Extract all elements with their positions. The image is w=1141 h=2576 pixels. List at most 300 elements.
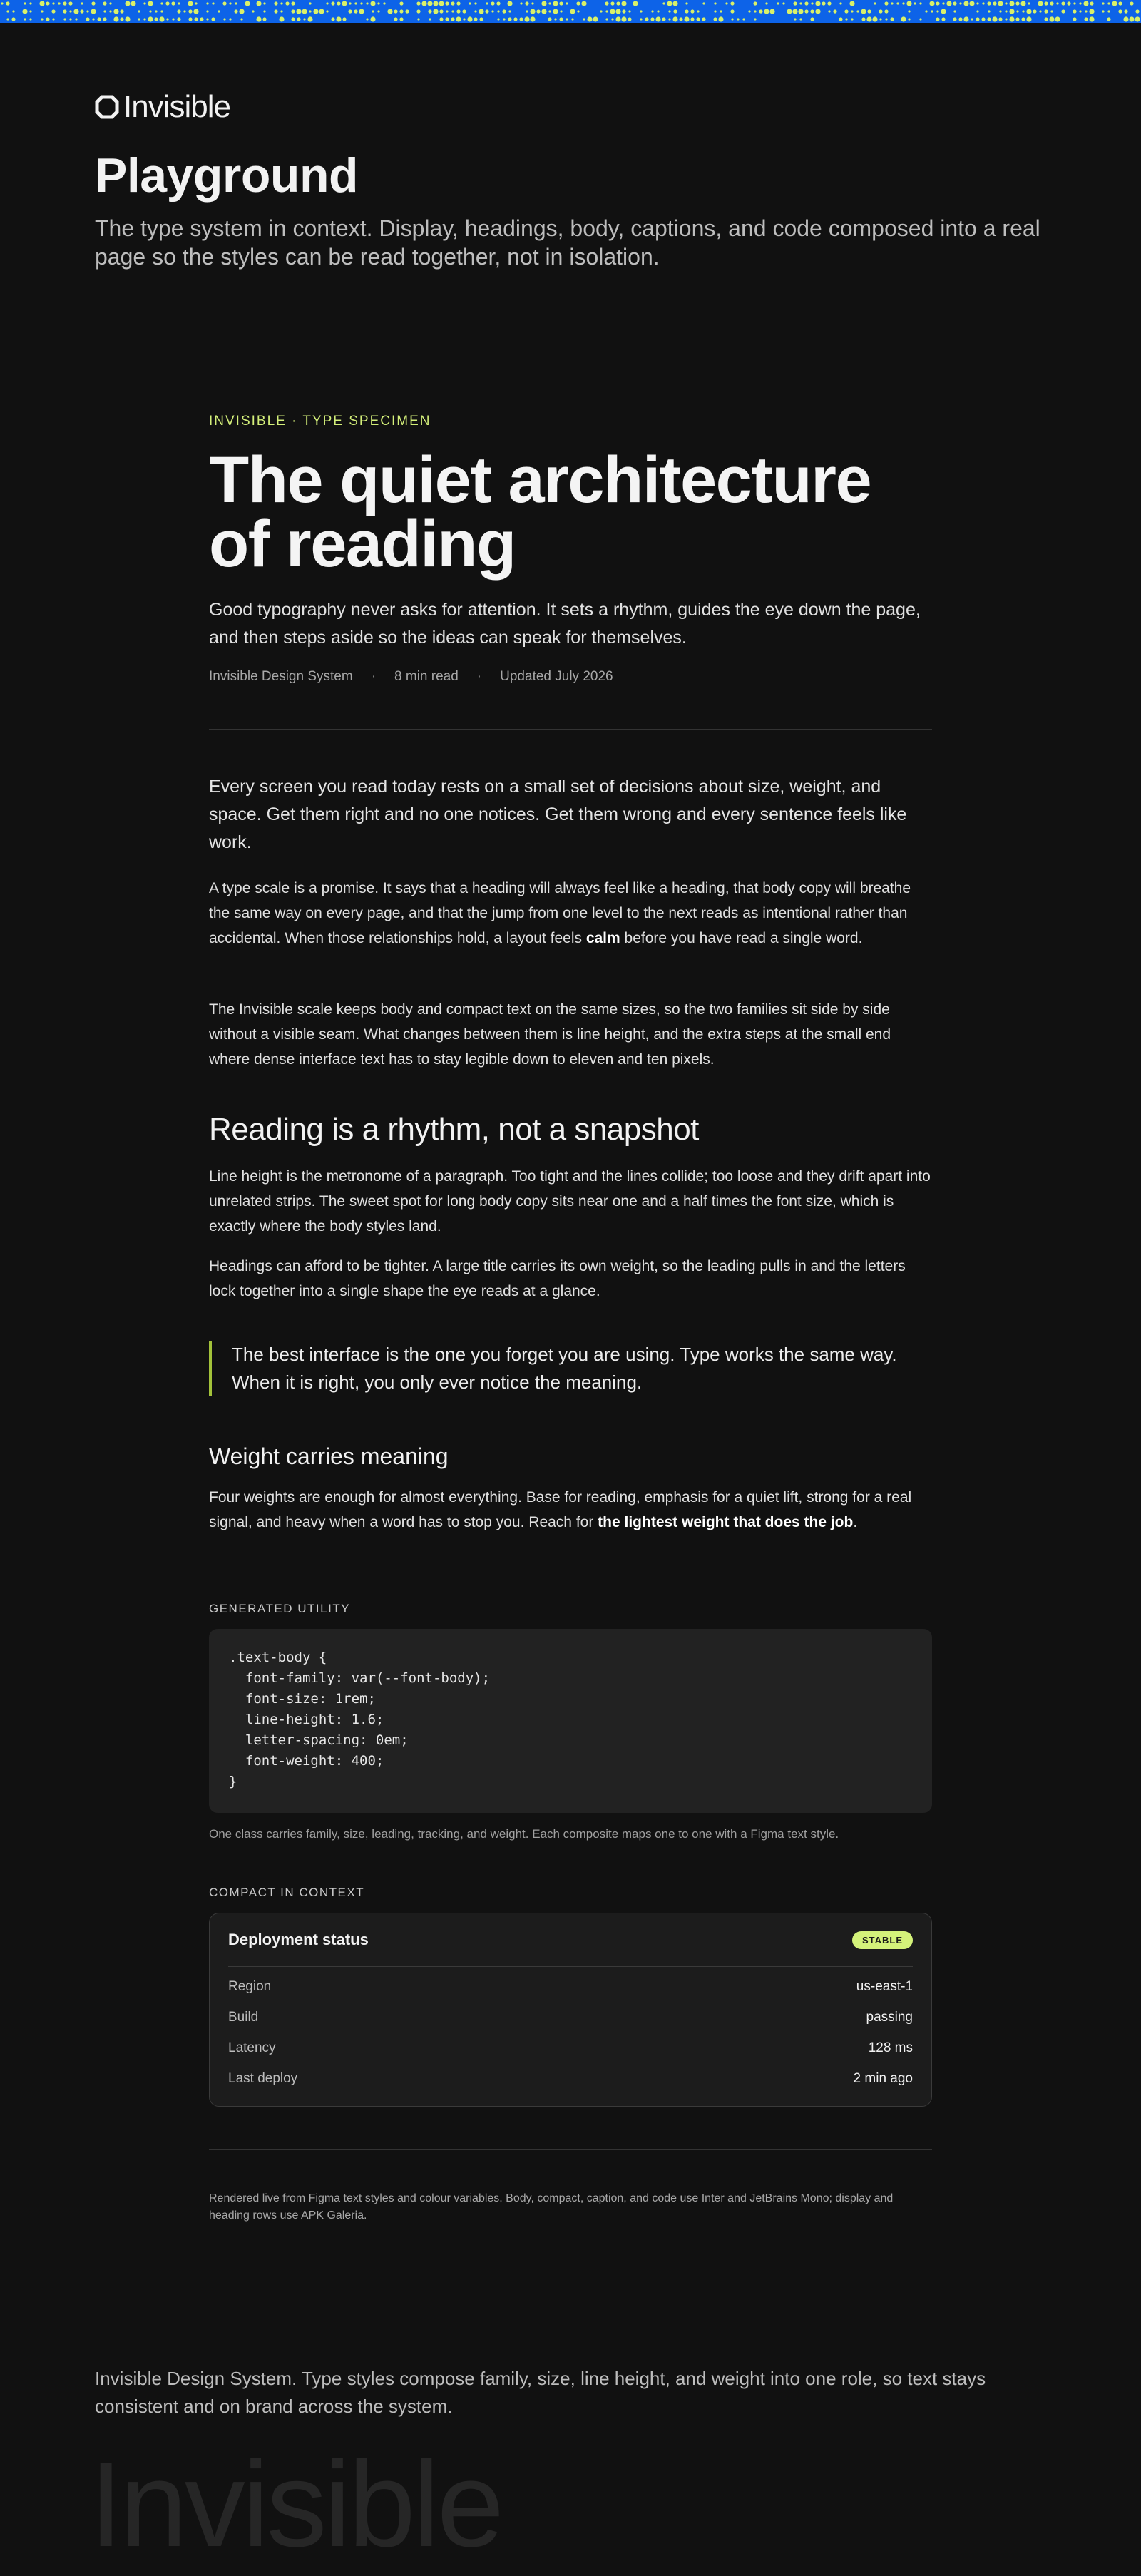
pattern-dot — [861, 9, 866, 14]
lead-paragraph: Every screen you read today rests on a small set of decisions about size, weight, and space. Get them right and no one notices. Get them wrong and every sentence feels like work. — [209, 777, 907, 852]
pattern-dot — [451, 1, 454, 5]
pattern-dot — [794, 18, 796, 20]
pattern-dot — [39, 1, 44, 6]
pattern-dot — [297, 17, 300, 21]
pattern-dot — [1085, 10, 1087, 12]
emphasis-text: the lightest weight that does the job — [598, 1514, 854, 1530]
row-value: 128 ms — [868, 2040, 913, 2055]
pattern-dot — [399, 1, 403, 5]
pattern-dot — [901, 16, 906, 21]
pattern-dot — [759, 9, 762, 13]
pattern-dot — [372, 10, 374, 12]
pattern-dot — [474, 10, 476, 12]
pattern-dot — [427, 1, 432, 6]
pattern-dot — [655, 16, 660, 21]
pattern-dot — [696, 17, 700, 21]
pattern-dot — [799, 2, 802, 4]
pattern-dot — [998, 17, 1002, 21]
pattern-dot — [439, 17, 443, 21]
pattern-dot — [41, 18, 43, 20]
pattern-dot — [931, 10, 933, 12]
pattern-dot — [798, 9, 803, 14]
pattern-dot — [1073, 2, 1075, 4]
pattern-dot — [804, 1, 808, 5]
logo-mark-icon — [95, 95, 119, 119]
pattern-dot — [1009, 16, 1014, 21]
pattern-dot — [307, 16, 312, 21]
pattern-dot — [958, 17, 962, 21]
pattern-dot — [577, 10, 579, 12]
pattern-dot — [856, 10, 859, 12]
pattern-dot — [685, 9, 688, 13]
pattern-dot — [359, 9, 364, 14]
pattern-dot — [936, 1, 939, 5]
pattern-dot — [143, 2, 145, 4]
pattern-dot — [963, 1, 968, 6]
row-key: Latency — [228, 2040, 276, 2055]
pattern-dot — [194, 17, 198, 21]
pattern-dot — [348, 9, 352, 13]
pattern-dot — [890, 17, 894, 21]
pattern-dot — [1049, 16, 1054, 21]
pattern-dot — [188, 1, 193, 6]
pattern-dot — [91, 1, 95, 5]
pattern-dot — [6, 18, 9, 20]
pattern-dot — [953, 17, 956, 21]
pattern-dot — [1067, 1, 1070, 5]
pattern-dot — [429, 18, 431, 20]
pattern-dot — [97, 17, 101, 21]
pattern-dot — [896, 2, 899, 4]
pattern-dot — [331, 1, 334, 5]
pattern-dot — [416, 1, 420, 5]
pattern-dot — [456, 16, 461, 21]
pattern-dot — [319, 9, 324, 14]
pattern-dot — [263, 10, 265, 12]
pattern-dot — [239, 9, 244, 14]
pattern-dot — [919, 2, 921, 4]
pattern-dot — [902, 2, 904, 4]
pattern-dot — [24, 2, 26, 4]
pattern-dot — [428, 9, 431, 13]
pattern-dot — [971, 18, 973, 20]
pattern-dot — [125, 1, 130, 6]
pattern-dot — [851, 18, 853, 20]
pattern-dot — [497, 10, 499, 12]
pattern-dot — [86, 17, 89, 21]
pattern-dot — [605, 10, 608, 12]
pattern-dot — [787, 9, 792, 14]
pattern-dot — [68, 1, 72, 5]
pattern-dot — [731, 18, 733, 20]
pattern-dot — [718, 16, 723, 21]
pattern-dot — [491, 1, 494, 5]
pattern-dot — [188, 9, 192, 13]
card-rows — [228, 1967, 913, 2094]
pattern-dot — [884, 9, 888, 13]
body-paragraph — [209, 1485, 932, 1535]
pattern-dot — [879, 9, 882, 13]
pattern-dot — [1107, 10, 1110, 12]
pattern-dot — [69, 18, 71, 20]
pattern-dot — [1079, 10, 1081, 12]
pattern-dot — [326, 10, 328, 12]
pattern-dot — [245, 1, 250, 6]
code-caption: One class carries family, size, leading, tracking, and weight. Each composite maps one to one with a Figma text style. — [209, 1827, 839, 1841]
pattern-dot — [370, 1, 375, 6]
article-eyebrow: INVISIBLE · TYPE SPECIMEN — [209, 414, 431, 429]
pattern-dot — [769, 9, 774, 14]
pattern-dot — [1009, 9, 1014, 14]
pattern-dot — [166, 18, 168, 20]
pattern-dot — [280, 2, 282, 4]
pattern-dot — [63, 1, 66, 5]
pattern-dot — [421, 1, 426, 6]
pattern-dot — [1061, 9, 1065, 13]
pattern-dot — [1038, 1, 1043, 6]
pattern-dot — [451, 17, 454, 21]
pattern-dot — [839, 17, 842, 21]
pattern-dot — [583, 18, 585, 20]
pattern-dot — [919, 18, 921, 20]
pattern-dot — [366, 18, 368, 20]
pattern-dot — [349, 2, 351, 4]
pattern-dot — [872, 16, 877, 21]
pattern-dot — [1015, 17, 1019, 21]
pattern-dot — [513, 17, 517, 21]
pattern-dot — [496, 1, 500, 5]
pattern-dot — [566, 18, 568, 20]
pattern-dot — [999, 10, 1001, 12]
pattern-dot — [1044, 9, 1048, 13]
compact-label: COMPACT IN CONTEXT — [209, 1886, 365, 1899]
pattern-dot — [486, 2, 488, 4]
pattern-dot — [446, 10, 448, 12]
pattern-dot — [662, 2, 665, 4]
pattern-dot — [526, 10, 528, 12]
pattern-dot — [702, 2, 705, 4]
pattern-dot — [479, 9, 483, 14]
pattern-dot — [6, 10, 9, 12]
pattern-dot — [566, 2, 568, 4]
pattern-dot — [849, 1, 854, 6]
pattern-dot — [633, 1, 638, 6]
pattern-dot — [560, 10, 562, 12]
pattern-dot — [342, 1, 347, 6]
pattern-dot — [80, 9, 83, 13]
pattern-dot — [782, 2, 784, 4]
pattern-dot — [1005, 18, 1007, 20]
pattern-dot — [103, 17, 106, 21]
pattern-dot — [628, 17, 631, 21]
body-paragraph: Headings can afford to be tighter. A large title carries its own weight, so the leading pulls in and the letters lock together into a single shape the eye reads at a glance. — [209, 1258, 906, 1299]
pattern-dot — [148, 16, 153, 21]
pattern-dot — [992, 16, 997, 21]
logo[interactable] — [95, 91, 230, 123]
code-label: GENERATED UTILITY — [209, 1602, 351, 1615]
pattern-dot — [337, 1, 340, 5]
pattern-dot — [229, 18, 231, 20]
pattern-dot — [622, 9, 625, 13]
pattern-dot — [536, 9, 540, 13]
pattern-dot — [223, 18, 225, 20]
pattern-dot — [959, 2, 961, 4]
pattern-dot — [193, 9, 198, 14]
pattern-dot — [754, 10, 756, 12]
pattern-dot — [113, 16, 118, 21]
pattern-dot — [177, 9, 180, 13]
pattern-dot — [46, 1, 49, 5]
pattern-dot — [206, 18, 208, 20]
meta-read-time: 8 min read — [394, 669, 459, 684]
pattern-dot — [211, 17, 215, 21]
pattern-dot — [240, 18, 242, 20]
pattern-dot — [508, 10, 511, 12]
pattern-dot — [553, 1, 558, 6]
pattern-dot — [73, 9, 78, 14]
pattern-dot — [29, 2, 31, 4]
pattern-dot — [92, 18, 94, 20]
pattern-dot — [942, 2, 944, 4]
pattern-dot — [998, 1, 1003, 6]
pattern-dot — [1107, 17, 1110, 21]
pattern-dot — [131, 1, 135, 6]
pattern-dot — [668, 18, 670, 20]
pattern-dot — [953, 10, 956, 12]
pattern-dot — [235, 2, 237, 4]
pattern-dot — [714, 2, 716, 4]
pattern-dot — [171, 1, 175, 5]
pattern-dot — [742, 18, 745, 20]
pattern-dot — [925, 10, 927, 12]
pattern-dot — [502, 9, 506, 13]
pattern-dot — [822, 1, 825, 5]
pattern-dot — [610, 9, 615, 14]
card-row-latency — [228, 2033, 913, 2063]
emphasis-text: calm — [585, 930, 620, 946]
pattern-dot — [616, 1, 620, 5]
pattern-dot — [884, 1, 888, 5]
pattern-dot — [405, 9, 409, 13]
pattern-dot — [811, 2, 813, 4]
pattern-dot — [541, 1, 546, 6]
pattern-dot — [987, 17, 991, 21]
pattern-dot — [370, 16, 375, 21]
status-badge: STABLE — [852, 1931, 913, 1949]
pattern-dot — [445, 17, 449, 21]
pattern-dot — [861, 17, 865, 21]
pattern-dot — [285, 1, 289, 5]
row-key: Build — [228, 2009, 259, 2025]
pattern-dot — [69, 10, 71, 12]
pattern-dot — [296, 9, 301, 14]
pattern-dot — [1021, 17, 1025, 21]
card-header — [228, 1913, 913, 1967]
pattern-dot — [222, 1, 226, 5]
pattern-dot — [256, 16, 261, 21]
pattern-dot — [138, 10, 140, 12]
pattern-dot — [593, 16, 598, 21]
pattern-dot — [474, 17, 477, 21]
pattern-dot — [667, 1, 672, 6]
pattern-dot — [467, 16, 472, 21]
pattern-dot — [177, 17, 180, 21]
pattern-dot — [309, 10, 311, 12]
pattern-dot — [953, 1, 956, 5]
pattern-dot — [548, 10, 551, 12]
pattern-dot — [828, 10, 830, 12]
pattern-dot — [615, 16, 620, 21]
article-title: The quiet architecture of reading — [209, 444, 871, 581]
pattern-dot — [730, 1, 734, 5]
pattern-dot — [497, 18, 499, 20]
pattern-dot — [936, 17, 939, 21]
pattern-dot — [1039, 10, 1041, 12]
pattern-dot — [982, 2, 984, 4]
pattern-dot — [793, 1, 797, 5]
pattern-dot — [804, 9, 808, 13]
pattern-dot — [291, 9, 295, 13]
divider — [209, 2149, 932, 2150]
pattern-dot — [51, 9, 55, 13]
pattern-dot — [279, 16, 284, 21]
pattern-dot — [520, 2, 522, 4]
pattern-dot — [399, 17, 403, 21]
pattern-dot — [291, 17, 295, 21]
pattern-dot — [530, 16, 535, 21]
pattern-dot — [41, 10, 43, 12]
pattern-dot — [1050, 10, 1053, 12]
pattern-dot — [417, 18, 419, 20]
pattern-dot — [1130, 1, 1133, 5]
pattern-dot — [377, 10, 379, 12]
pattern-dot — [810, 9, 814, 13]
meta-author: Invisible Design System — [209, 669, 353, 684]
pattern-dot — [833, 9, 836, 13]
card-row-build — [228, 2002, 913, 2033]
pattern-dot — [891, 2, 893, 4]
pattern-dot — [212, 2, 214, 4]
pattern-dot — [125, 16, 130, 21]
row-value: passing — [866, 2009, 913, 2025]
pattern-dot — [22, 9, 27, 14]
pattern-dot — [640, 18, 642, 20]
pattern-dot — [525, 1, 528, 5]
pattern-dot — [206, 10, 208, 12]
pattern-dot — [810, 17, 814, 21]
article-meta — [209, 669, 613, 685]
pattern-dot — [737, 18, 739, 20]
pattern-dot — [1084, 17, 1088, 21]
pattern-dot — [195, 2, 197, 4]
pattern-dot — [1129, 16, 1134, 21]
pattern-dot — [530, 9, 535, 14]
pattern-dot — [941, 9, 946, 14]
logo-text: Invisible — [123, 89, 230, 124]
pattern-dot — [611, 18, 613, 20]
pattern-dot — [969, 1, 974, 6]
pattern-dot — [1016, 10, 1018, 12]
pattern-dot — [387, 9, 392, 14]
pattern-dot — [469, 2, 471, 4]
text-run: . — [853, 1514, 858, 1530]
pattern-dot — [113, 9, 118, 14]
pattern-dot — [988, 10, 990, 12]
pattern-dot — [463, 18, 465, 20]
pattern-dot — [336, 16, 341, 21]
pattern-dot — [559, 17, 563, 21]
pattern-dot — [1079, 2, 1081, 4]
pattern-dot — [63, 18, 66, 20]
pattern-dot — [445, 1, 449, 5]
pattern-dot — [291, 1, 295, 5]
pattern-dot — [439, 1, 444, 6]
pattern-dot — [571, 18, 573, 20]
pattern-dot — [120, 9, 123, 13]
pattern-dot — [605, 18, 608, 20]
pattern-dot — [63, 9, 66, 13]
pattern-dot — [1118, 1, 1122, 5]
pattern-dot — [433, 9, 438, 14]
pattern-dot — [587, 16, 592, 21]
pattern-dot — [914, 2, 916, 4]
pattern-dot — [154, 17, 158, 21]
footer-text: Invisible Design System. Type styles compose family, size, line height, and weight into one role, so text stays consistent and on brand across the system. — [95, 2368, 986, 2417]
pattern-dot — [815, 1, 820, 6]
pattern-dot — [662, 17, 665, 21]
footnote: Rendered live from Figma text styles and colour variables. Body, compact, caption, and code use Inter and JetBrains Mono; display and heading rows use APK Galeria. — [209, 2192, 894, 2222]
body-paragraph: The Invisible scale keeps body and compact text on the same sizes, so the two families sit side by side without a visible seam. What changes between them is line height, and the extra steps at the small end where dense interface text has to stay legible down to eleven and ten pixels. — [209, 1001, 891, 1068]
pattern-dot — [302, 9, 307, 14]
pattern-dot — [941, 17, 945, 21]
pattern-dot — [394, 9, 397, 13]
pattern-dot — [1020, 1, 1025, 6]
pattern-dot — [576, 1, 580, 5]
pattern-dot — [657, 10, 659, 12]
pattern-dot — [1123, 16, 1128, 21]
pattern-dot — [313, 9, 318, 14]
pattern-dot — [651, 10, 653, 12]
pattern-dot — [262, 17, 266, 21]
pattern-dot — [1073, 9, 1076, 13]
pattern-dot — [252, 10, 254, 12]
deployment-status-card — [209, 1913, 932, 2107]
pattern-dot — [867, 9, 871, 13]
pattern-dot — [11, 17, 15, 21]
pattern-dot — [645, 17, 648, 21]
pattern-dot — [1061, 1, 1065, 5]
pattern-dot — [844, 9, 848, 13]
section-heading: Reading is a rhythm, not a snapshot — [209, 1112, 699, 1147]
pattern-dot — [1090, 1, 1093, 5]
pattern-dot — [377, 2, 379, 4]
pattern-dot — [672, 16, 677, 21]
pattern-dot — [1135, 9, 1139, 13]
pattern-dot — [621, 1, 626, 6]
meta-separator: · — [371, 669, 377, 684]
pattern-dot — [524, 16, 529, 21]
pattern-dot — [172, 18, 174, 20]
pattern-dot — [879, 18, 881, 20]
pattern-dot — [178, 2, 180, 4]
dot-pattern — [0, 0, 1141, 23]
pattern-dot — [1015, 1, 1019, 5]
pattern-dot — [548, 17, 551, 21]
pattern-dot — [987, 1, 991, 5]
pattern-dot — [165, 1, 169, 5]
pattern-dot — [815, 9, 820, 14]
text-run: before you have read a single word. — [620, 930, 863, 946]
